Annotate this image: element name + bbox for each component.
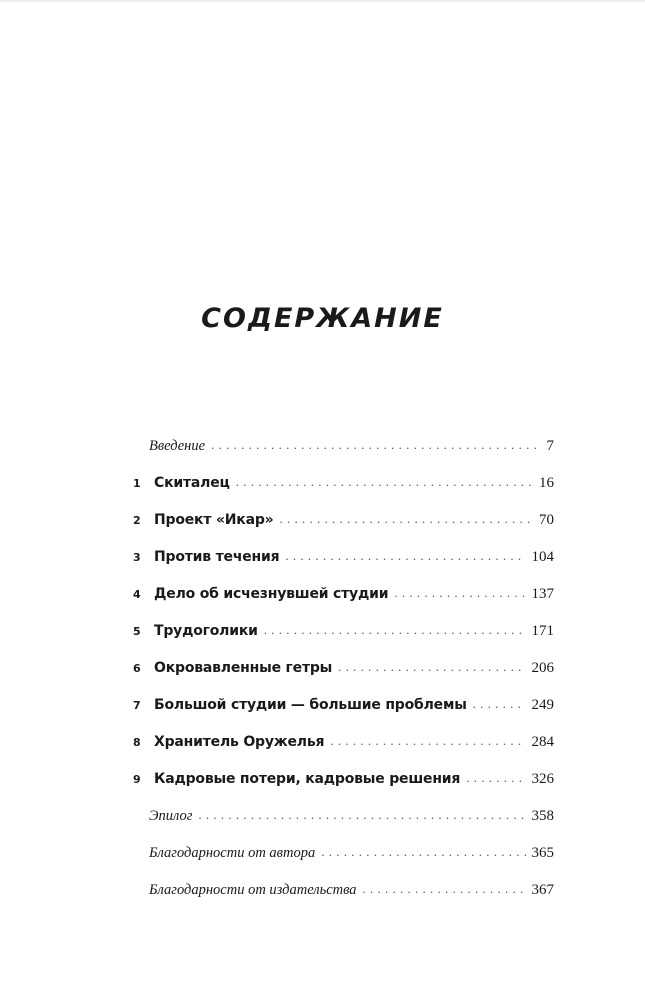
- toc-entry-body: [149, 808, 554, 825]
- toc-page-number: 358: [531, 808, 554, 824]
- toc-entry-epilogue[interactable]: [133, 798, 554, 835]
- toc-entry-body: [154, 549, 554, 566]
- toc-chapter-number: 4: [133, 588, 141, 601]
- toc-dot-leader: [330, 733, 525, 749]
- toc-entry-body: [154, 586, 554, 603]
- toc-page-number: 16: [539, 475, 554, 491]
- toc-entry-title: Благодарности от автора: [149, 845, 316, 861]
- toc-dot-leader: [473, 696, 526, 712]
- toc-entry-publisher-acknowledgements[interactable]: [133, 872, 554, 909]
- toc-entry-chapter-5[interactable]: [133, 613, 554, 650]
- toc-page-number: 7: [546, 438, 554, 454]
- toc-entry-introduction[interactable]: [133, 428, 554, 465]
- toc-page-number: 171: [531, 623, 554, 639]
- toc-entry-title: Введение: [149, 438, 206, 454]
- toc-entry-title: Трудоголики: [154, 623, 258, 639]
- toc-page-number: 206: [531, 660, 554, 676]
- toc-dot-leader: [338, 659, 525, 675]
- toc-entry-chapter-6[interactable]: [133, 650, 554, 687]
- toc-entry-title: Эпилог: [149, 808, 193, 824]
- toc-page-number: 284: [531, 734, 554, 750]
- toc-dot-leader: [236, 474, 533, 490]
- toc-entry-title: Хранитель Оружелья: [154, 734, 325, 750]
- toc-entry-chapter-1[interactable]: [133, 465, 554, 502]
- toc-entry-chapter-4[interactable]: [133, 576, 554, 613]
- toc-page-number: 365: [531, 845, 554, 861]
- toc-page-number: 326: [531, 771, 554, 787]
- toc-chapter-number: 7: [133, 699, 141, 712]
- toc-entry-chapter-7[interactable]: [133, 687, 554, 724]
- toc-page-number: 249: [531, 697, 554, 713]
- toc-page-number: 70: [539, 512, 554, 528]
- toc-entry-chapter-9[interactable]: [133, 761, 554, 798]
- toc-entry-body: [154, 512, 554, 529]
- toc-entry-chapter-8[interactable]: [133, 724, 554, 761]
- toc-page-number: 104: [531, 549, 554, 565]
- toc-chapter-number: 3: [133, 551, 141, 564]
- table-of-contents: [133, 428, 554, 909]
- page-top-edge: [0, 0, 645, 2]
- toc-chapter-number: 9: [133, 773, 141, 786]
- toc-chapter-number: 2: [133, 514, 141, 527]
- toc-entry-body: [154, 697, 554, 714]
- toc-entry-chapter-3[interactable]: [133, 539, 554, 576]
- toc-page-number: 137: [531, 586, 554, 602]
- toc-chapter-number: 5: [133, 625, 141, 638]
- toc-dot-leader: [264, 622, 526, 638]
- toc-entry-body: [154, 623, 554, 640]
- toc-dot-leader: [363, 881, 526, 897]
- toc-dot-leader: [211, 437, 540, 453]
- toc-entry-body: [154, 771, 554, 788]
- toc-entry-chapter-2[interactable]: [133, 502, 554, 539]
- toc-dot-leader: [321, 844, 525, 860]
- toc-entry-title: Большой студии — большие проблемы: [154, 697, 467, 713]
- toc-entry-body: [154, 475, 554, 492]
- toc-dot-leader: [394, 585, 525, 601]
- toc-chapter-number: 8: [133, 736, 141, 749]
- toc-entry-title: Окровавленные гетры: [154, 660, 333, 676]
- toc-entry-author-acknowledgements[interactable]: [133, 835, 554, 872]
- toc-page-number: 367: [531, 882, 554, 898]
- toc-dot-leader: [280, 511, 533, 527]
- toc-entry-title: Кадровые потери, кадровые решения: [154, 771, 461, 787]
- toc-entry-title: Благодарности от издательства: [149, 882, 357, 898]
- toc-entry-title: Проект «Икар»: [154, 512, 274, 528]
- toc-chapter-number: 1: [133, 477, 141, 490]
- toc-entry-body: [154, 660, 554, 677]
- toc-entry-title: Против течения: [154, 549, 280, 565]
- toc-dot-leader: [466, 770, 525, 786]
- toc-dot-leader: [285, 548, 525, 564]
- toc-entry-title: Дело об исчезнувшей студии: [154, 586, 389, 602]
- toc-entry-body: [154, 734, 554, 751]
- toc-entry-title: Скиталец: [154, 475, 230, 491]
- page-title: СОДЕРЖАНИЕ: [201, 303, 444, 334]
- toc-entry-body: [149, 845, 554, 862]
- toc-chapter-number: 6: [133, 662, 141, 675]
- toc-dot-leader: [198, 807, 525, 823]
- toc-entry-body: [149, 882, 554, 899]
- toc-entry-body: [149, 438, 554, 455]
